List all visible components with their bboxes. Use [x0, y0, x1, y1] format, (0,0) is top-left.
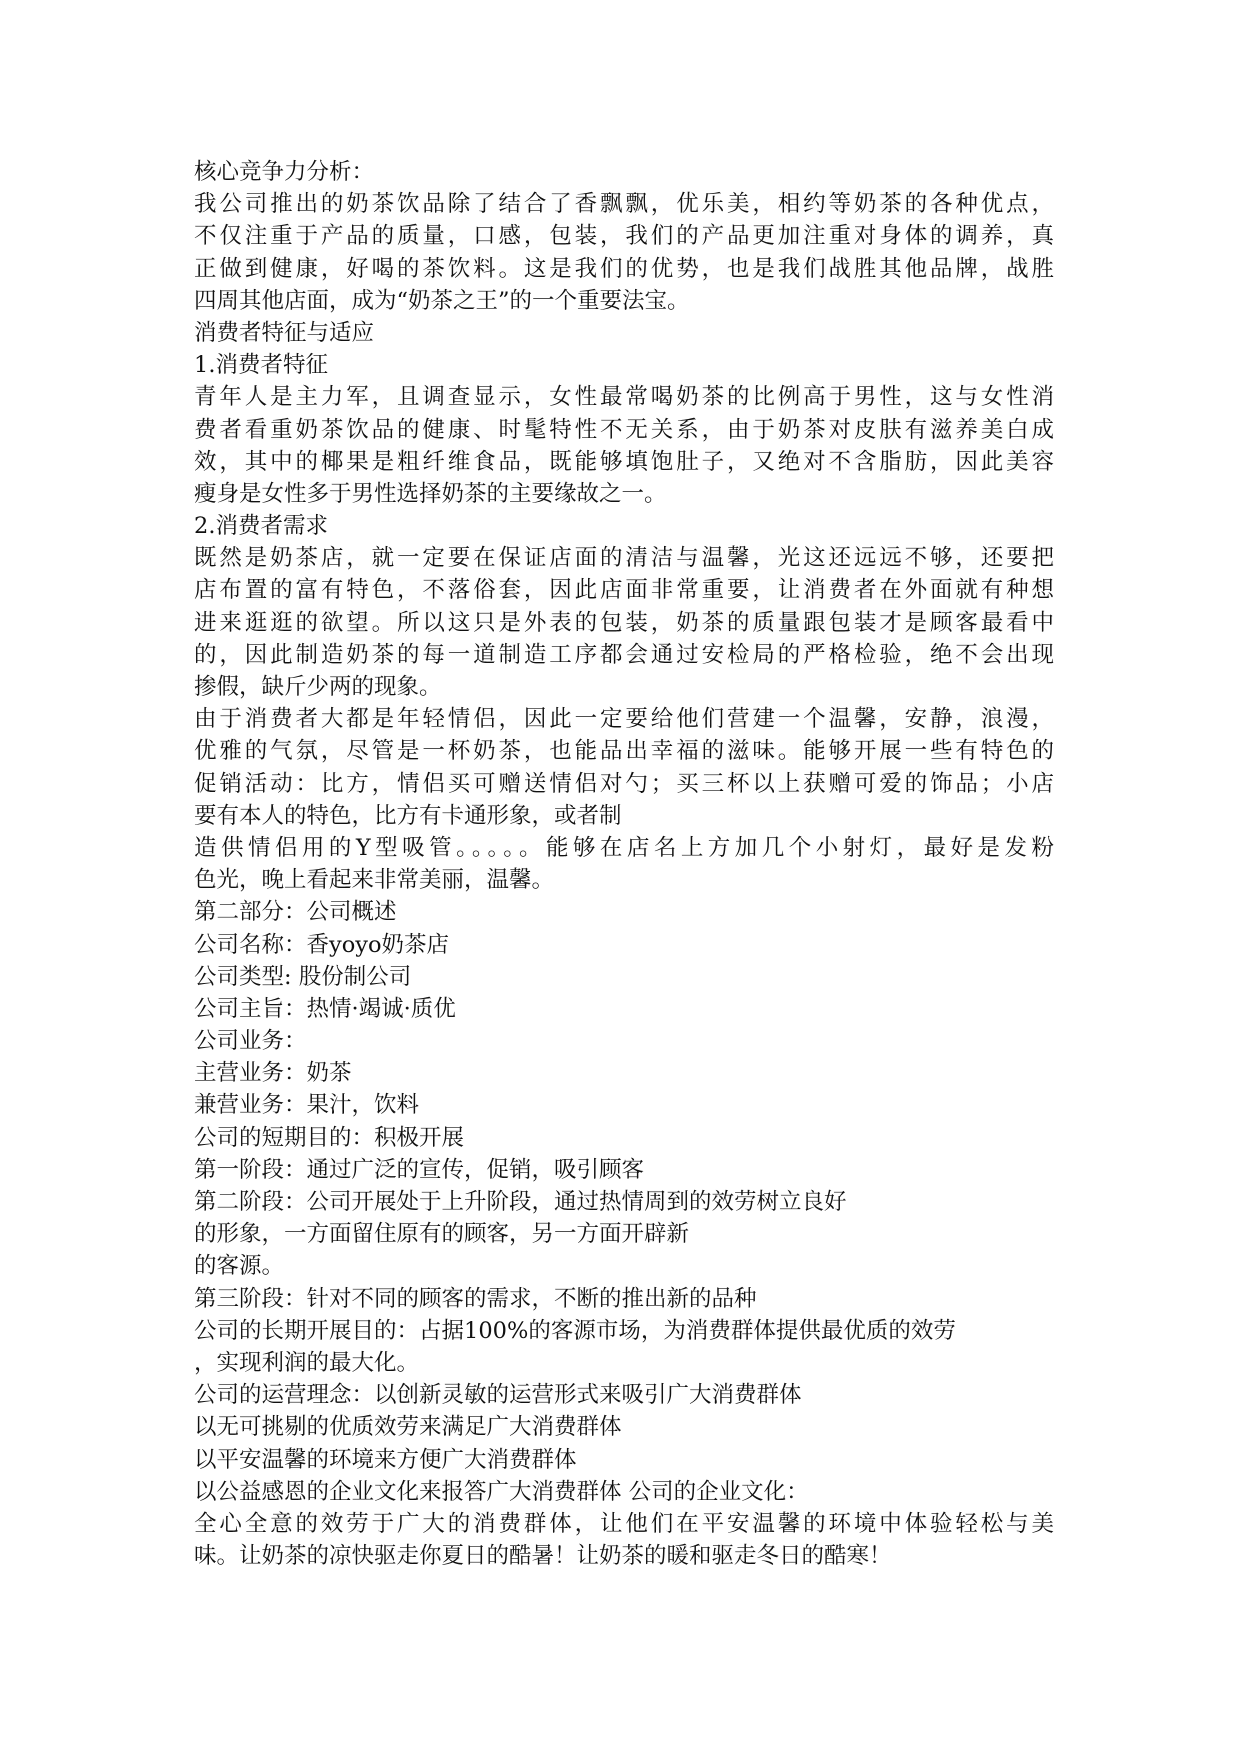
paragraph-line: 四周其他店面，成为“奶茶之王”的一个重要法宝。 [194, 287, 690, 314]
paragraph-line: 色光，晚上看起来非常美丽，温馨。 [194, 867, 555, 894]
paragraph-line: 以公益感恩的企业文化来报答广大消费群体 公司的企业文化： [194, 1478, 809, 1505]
long-term-goal-line: 公司的长期开展目的：占据100%的客源市场，为消费群体提供最优质的效劳 [194, 1317, 956, 1344]
company-purpose-line: 公司主旨：热情·竭诚·质优 [194, 995, 456, 1022]
section-heading: 第二部分：公司概述 [194, 899, 397, 926]
paragraph-line: 由于消费者大都是年轻情侣，因此一定要给他们营建一个温馨，安静，浪漫， [194, 706, 1054, 733]
paragraph-line: 费者看重奶茶饮品的健康、时髦特性不无关系，由于奶茶对皮肤有滋养美白成 [194, 416, 1054, 443]
paragraph-line: 进来逛逛的欲望。所以这只是外表的包装，奶茶的质量跟包装才是顾客最看中 [194, 609, 1054, 636]
paragraph-line: 优雅的气氛，尽管是一杯奶茶，也能品出幸福的滋味。能够开展一些有特色的 [194, 738, 1054, 765]
company-business-line: 公司业务： [194, 1028, 307, 1055]
stage-three-line: 第三阶段：针对不同的顾客的需求，不断的推出新的品种 [194, 1285, 757, 1312]
subsection-heading: 1.消费者特征 [194, 352, 328, 379]
paragraph-line: 以平安温馨的环境来方便广大消费群体 [194, 1446, 577, 1473]
paragraph-line: 促销活动：比方，情侣买可赠送情侣对勺；买三杯以上获赠可爱的饰品；小店 [194, 770, 1054, 797]
section-heading: 消费者特征与适应 [194, 319, 375, 346]
side-business-line: 兼营业务：果汁，饮料 [194, 1092, 420, 1119]
paragraph-line: 不仅注重于产品的质量，口感，包装，我们的产品更加注重对身体的调养，真 [194, 223, 1054, 250]
paragraph-line: 要有本人的特色，比方有卡通形象，或者制 [194, 802, 622, 829]
paragraph-line: 味。让奶茶的凉快驱走你夏日的酷暑！让奶茶的暖和驱走冬日的酷寒！ [194, 1543, 892, 1570]
stage-one-line: 第一阶段：通过广泛的宣传，促销，吸引顾客 [194, 1156, 645, 1183]
paragraph-line: 店布置的富有特色，不落俗套，因此店面非常重要，让消费者在外面就有种想 [194, 577, 1054, 604]
main-business-line: 主营业务：奶茶 [194, 1060, 352, 1087]
paragraph-line: 效，其中的椰果是粗纤维食品，既能够填饱肚子，又绝对不含脂肪，因此美容 [194, 448, 1054, 475]
paragraph-line: 既然是奶茶店，就一定要在保证店面的清洁与温馨，光这还远远不够，还要把 [194, 545, 1054, 572]
paragraph-line: 的形象，一方面留住原有的顾客，另一方面开辟新 [194, 1221, 690, 1248]
paragraph-line: 正做到健康，好喝的茶饮料。这是我们的优势，也是我们战胜其他品牌，战胜 [194, 255, 1054, 282]
operating-philosophy-line: 公司的运营理念：以创新灵敏的运营形式来吸引广大消费群体 [194, 1382, 802, 1409]
paragraph-line: 掺假，缺斤少两的现象。 [194, 674, 442, 700]
paragraph-line: 的客源。 [194, 1253, 285, 1280]
section-heading: 核心竞争力分析： [194, 159, 375, 185]
short-term-goal-line: 公司的短期目的：积极开展 [194, 1124, 465, 1151]
paragraph-line: 我公司推出的奶茶饮品除了结合了香飘飘，优乐美，相约等奶茶的各种优点， [194, 191, 1054, 218]
paragraph-line: ，实现利润的最大化。 [194, 1349, 420, 1376]
document-body [194, 156, 1054, 1572]
paragraph-line: 以无可挑剔的优质效劳来满足广大消费群体 [194, 1414, 622, 1441]
stage-two-line: 第二阶段：公司开展处于上升阶段，通过热情周到的效劳树立良好 [194, 1189, 847, 1215]
paragraph-line: 青年人是主力军，且调查显示，女性最常喝奶茶的比例高于男性，这与女性消 [194, 384, 1054, 411]
paragraph-line: 全心全意的效劳于广大的消费群体，让他们在平安温馨的环境中体验轻松与美 [194, 1510, 1054, 1537]
company-name-line: 公司名称：香yoyo奶茶店 [194, 931, 450, 958]
paragraph-line: 造供情侣用的Y型吸管。。。。。能够在店名上方加几个小射灯，最好是发粉 [194, 834, 1054, 861]
subsection-heading: 2.消费者需求 [194, 513, 328, 540]
paragraph-line: 瘦身是女性多于男性选择奶茶的主要缘故之一。 [194, 480, 667, 507]
company-type-line: 公司类型: 股份制公司 [194, 963, 412, 990]
paragraph-line: 的，因此制造奶茶的每一道制造工序都会通过安检局的严格检验，绝不会出现 [194, 641, 1054, 668]
